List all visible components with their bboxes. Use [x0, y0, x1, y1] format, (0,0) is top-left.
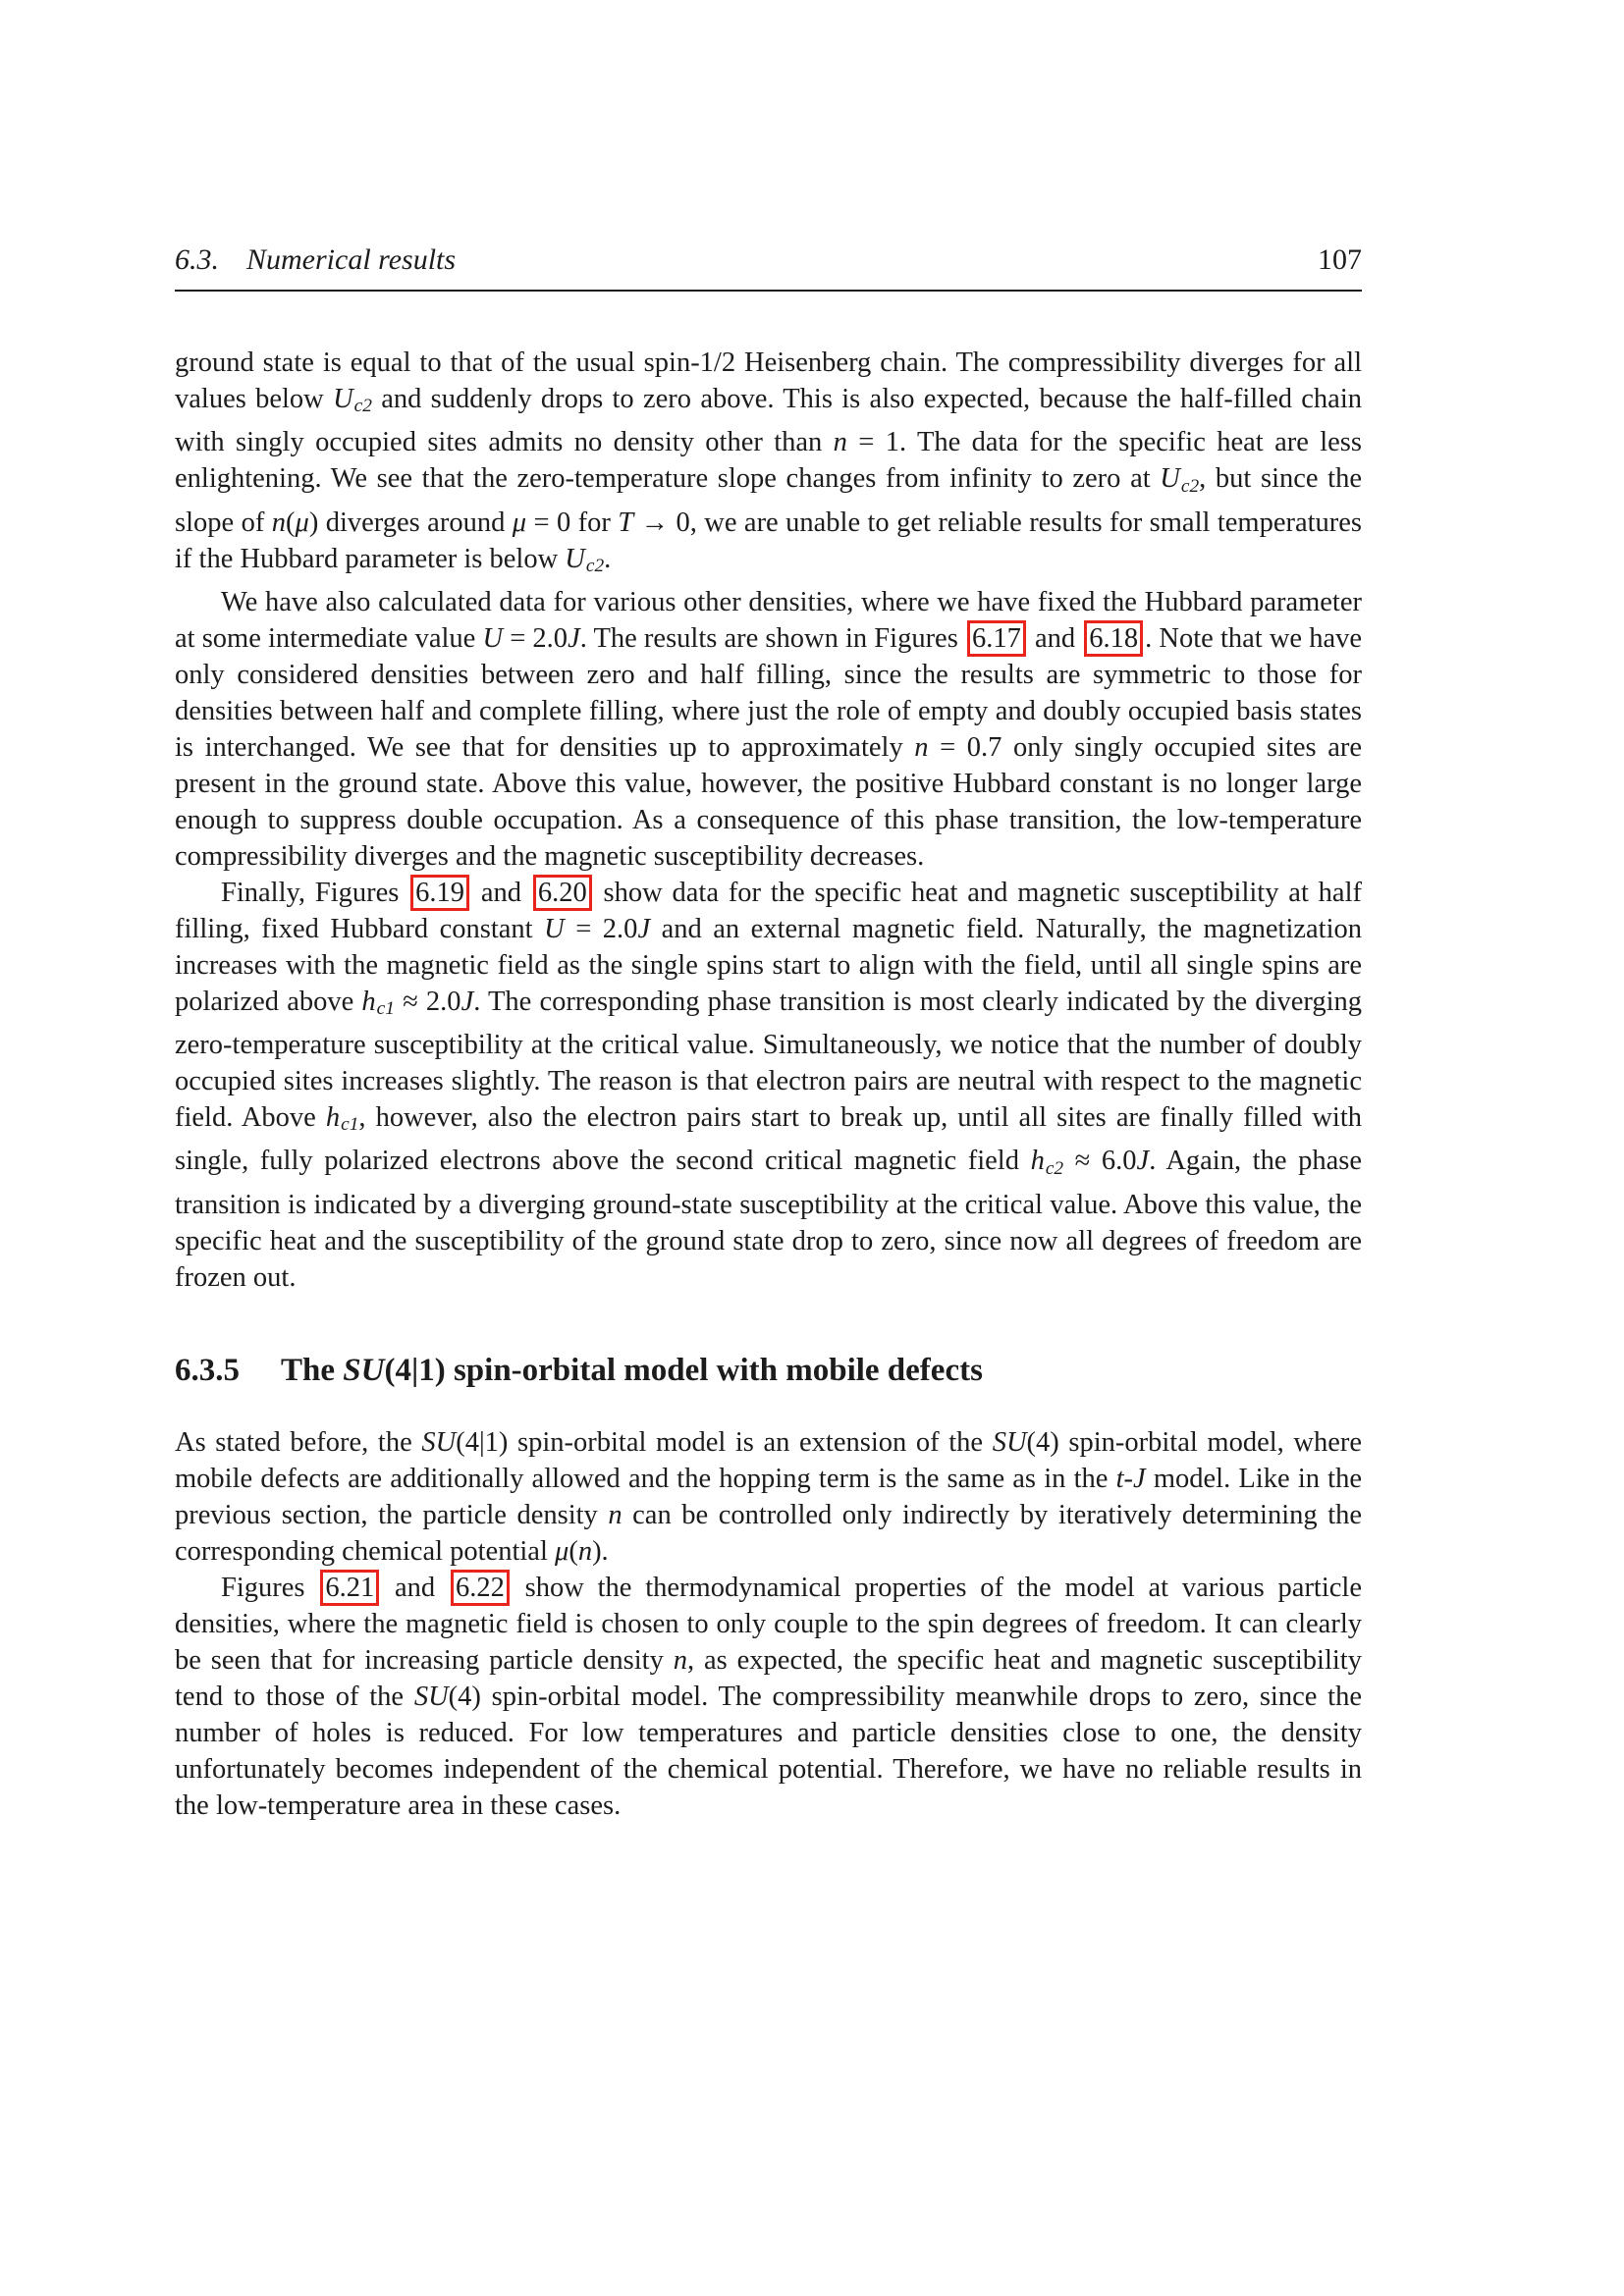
text-segment: h	[361, 986, 376, 1017]
page-content	[175, 243, 1362, 1824]
text-segment: ground state is equal to that of the usual spin-1/2 Heisenberg chain. The compressibility diverges for all values below	[175, 347, 1362, 414]
text-segment: U	[565, 543, 585, 574]
text-segment: U	[544, 913, 565, 944]
text-segment: , however, also the electron pairs start to break up, until all sites are finally filled with single, fully polarized electrons above the second critical magnetic field	[175, 1102, 1362, 1177]
figure-link-6.21[interactable]: 6.21	[320, 1570, 379, 1606]
text-segment: . Note that we have only considered densities between zero and half filling, since the results are symmetric to those for densities between half and complete filling, where just the role of empty and doubly occupied basis states is interchanged. We see that for densities up to approximately	[175, 622, 1363, 763]
text-segment: can be controlled only indirectly by iteratively determining the corresponding chemical potential	[175, 1499, 1363, 1567]
figure-link-6.19[interactable]: 6.19	[410, 875, 469, 911]
section-heading-number: 6.3.5	[175, 1352, 240, 1388]
text-segment: n	[673, 1644, 687, 1676]
text-segment: n	[914, 731, 929, 763]
text-segment: and	[381, 1572, 449, 1603]
text-segment: n	[577, 1535, 593, 1567]
text-segment: J	[1136, 1146, 1150, 1177]
running-header-left	[175, 243, 456, 277]
text-segment: c2	[1045, 1157, 1064, 1179]
text-segment: μ	[555, 1535, 569, 1567]
text-segment: n	[833, 427, 847, 458]
text-segment: = 2.0	[503, 622, 568, 654]
text-segment: We have also calculated data for various other densities, where we have fixed the Hubbard parameter at some intermediate value	[175, 586, 1362, 654]
text-segment: -	[1123, 1463, 1133, 1494]
text-segment: h	[1030, 1146, 1045, 1177]
text-segment: SU	[421, 1426, 457, 1458]
text-segment: . The corresponding phase transition is most clearly indicated by the diverging zero-temperature susceptibility at the critical value. Simultaneously, we notice that the number of doubly occupied sites increases slightly. The reason is that electron pairs are neutral with respect to the magnetic field. Above	[175, 986, 1363, 1133]
text-segment: show the thermodynamical properties of the model at various particle densities, where the magnetic field is chosen to only couple to the spin degrees of freedom. It can clearly be seen that for increasing particle density	[175, 1572, 1362, 1676]
paragraph	[175, 875, 1362, 1296]
section-heading	[175, 1351, 1362, 1391]
text-segment: As stated before, the	[175, 1426, 422, 1458]
text-segment: (4) spin-orbital model, where mobile defects are additionally allowed and the hopping term is the same as in the	[175, 1426, 1363, 1494]
text-segment: = 1. The data for the specific heat are less enlightening. We see that the zero-temperature slope changes from infinity to zero at	[175, 427, 1362, 495]
text-segment: J	[460, 986, 474, 1017]
figure-link-6.20[interactable]: 6.20	[533, 875, 592, 911]
figure-link-6.22[interactable]: 6.22	[451, 1570, 510, 1606]
text-segment: J	[637, 913, 651, 944]
header-section-title: Numerical results	[246, 243, 457, 276]
text-segment: = 0 for	[526, 507, 619, 538]
text-segment: c1	[376, 998, 395, 1019]
page-body	[175, 345, 1362, 1824]
text-segment: c2	[1180, 475, 1200, 497]
paragraph	[175, 345, 1362, 584]
text-segment: (4|1) spin-orbital model is an extension of the	[456, 1426, 993, 1458]
text-segment: and	[471, 877, 531, 908]
text-segment: .	[604, 543, 612, 574]
section-heading-title	[281, 1353, 983, 1388]
text-segment: ).	[592, 1535, 609, 1567]
text-segment: n	[608, 1499, 623, 1530]
text-segment: , but since the slope of	[175, 463, 1362, 538]
figure-link-6.17[interactable]: 6.17	[967, 620, 1026, 657]
text-segment: μ	[295, 507, 309, 538]
text-segment: μ	[512, 507, 527, 538]
text-segment: c1	[341, 1114, 359, 1136]
text-segment: Figures	[221, 1572, 319, 1603]
text-segment: n	[271, 507, 286, 538]
text-segment: J	[568, 622, 580, 654]
text-segment: c2	[353, 396, 372, 417]
figure-link-6.18[interactable]: 6.18	[1084, 620, 1143, 657]
paragraph	[175, 1570, 1362, 1824]
running-header	[175, 243, 1362, 292]
text-segment: SU	[992, 1426, 1027, 1458]
text-segment: = 0.7 only singly occupied sites are present in the ground state. Above this value, however, the positive Hubbard constant is no longer large enough to suppress double occupation. As a consequence of this phase transition, the low-temperature compressibility diverges and the magnetic susceptibility decreases.	[175, 731, 1363, 872]
text-segment: → 0, we are unable to get reliable results for small temperatures if the Hubbard parameter is below	[175, 507, 1363, 574]
text-segment: SU	[343, 1352, 385, 1388]
text-segment: T	[618, 507, 634, 538]
paragraph	[175, 1424, 1362, 1570]
paragraph	[175, 584, 1362, 875]
text-segment: ) diverges around	[308, 507, 513, 538]
text-segment: (4) spin-orbital model. The compressibility meanwhile drops to zero, since the number of holes is reduced. For low temperatures and particle densities close to one, the density unfortunately becomes independent of the chemical potential. Therefore, we have no reliable results in the low-temperature area in these cases.	[175, 1681, 1362, 1821]
text-segment: and	[1027, 622, 1083, 654]
text-segment: t	[1115, 1463, 1124, 1494]
text-segment: show data for the specific heat and magnetic susceptibility at half filling, fixed Hubbard constant	[175, 877, 1362, 944]
text-segment: . Again, the phase transition is indicated by a diverging ground-state susceptibility at the critical value. Above this value, the specific heat and the susceptibility of the ground state drop to zero, since now all degrees of freedom are frozen out.	[175, 1146, 1362, 1293]
text-segment: model. Like in the previous section, the particle density	[175, 1463, 1362, 1530]
text-segment: SU	[413, 1681, 449, 1712]
text-segment: . The results are shown in Figures	[579, 622, 965, 654]
text-segment: U	[333, 384, 353, 414]
text-segment: h	[325, 1102, 341, 1133]
text-segment: The	[281, 1352, 344, 1388]
text-segment: (	[286, 507, 296, 538]
text-segment: , as expected, the specific heat and magnetic susceptibility tend to those of the	[175, 1644, 1362, 1712]
page-number: 107	[1318, 243, 1362, 276]
text-segment: ≈ 2.0	[394, 986, 461, 1017]
text-segment: (4|1) spin-orbital model with mobile defects	[384, 1352, 983, 1388]
text-segment: and an external magnetic field. Naturally, the magnetization increases with the magnetic field as the single spins start to align with the field, until all single spins are polarized above	[175, 913, 1362, 1017]
text-segment: (	[568, 1535, 578, 1567]
text-segment: c2	[585, 555, 605, 576]
header-section-number: 6.3.	[175, 243, 219, 276]
text-segment: and suddenly drops to zero above. This is also expected, because the half-filled chain with singly occupied sites admits no density other than	[175, 384, 1362, 458]
text-segment: = 2.0	[564, 913, 638, 944]
text-segment: J	[1133, 1463, 1146, 1494]
text-segment: U	[482, 622, 504, 654]
text-segment: U	[1160, 463, 1180, 495]
text-segment: Finally, Figures	[221, 877, 409, 908]
text-segment: ≈ 6.0	[1063, 1146, 1137, 1177]
